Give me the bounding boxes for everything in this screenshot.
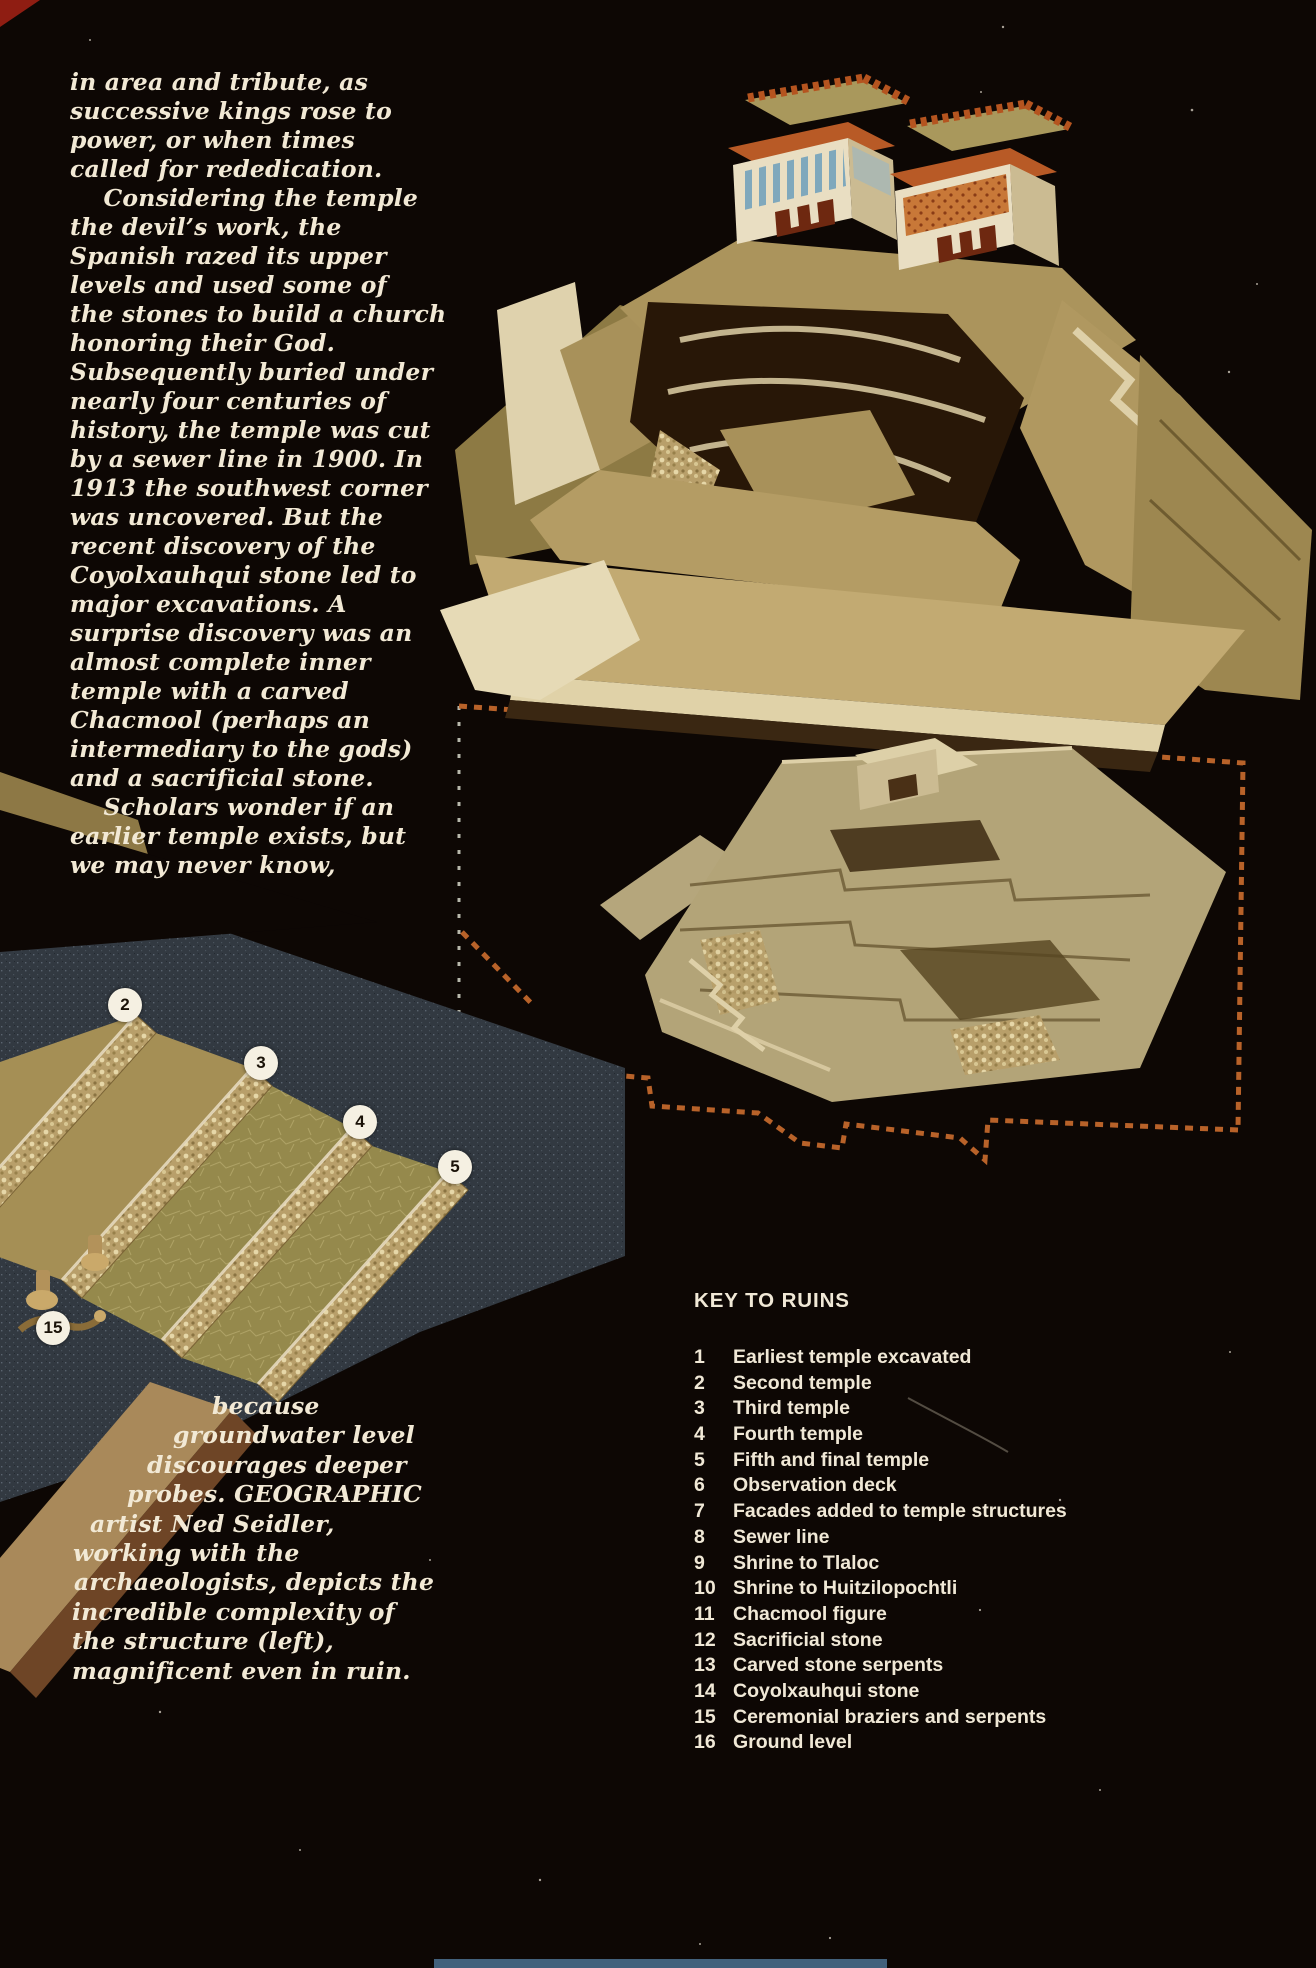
text-line: the structure (left), [72, 1627, 334, 1656]
key-item [694, 1525, 1114, 1551]
bottom-edge-strip [434, 1959, 887, 1968]
text-line: magnificent even in ruin. [72, 1656, 411, 1685]
text-line: probes. GEOGRAPHIC [127, 1480, 422, 1509]
text-line: 1913 the southwest corner [70, 474, 428, 502]
key-item-number: 14 [694, 1679, 716, 1702]
key-item-number: 5 [694, 1448, 705, 1471]
text-line: called for rededication. [70, 155, 383, 183]
key-item-number: 8 [694, 1525, 705, 1548]
key-item-list [694, 1345, 1114, 1756]
text-line: Considering the temple [70, 184, 418, 212]
key-item-label: Shrine to Huitzilopochtli [733, 1577, 958, 1600]
key-item-label: Coyolxauhqui stone [733, 1679, 920, 1702]
key-item-number: 1 [694, 1346, 705, 1368]
key-item-label: Sacrificial stone [733, 1628, 883, 1651]
text-line: Chacmool (perhaps an [70, 706, 370, 734]
key-item-label: Chacmool figure [733, 1602, 887, 1625]
text-line: because [212, 1392, 320, 1420]
key-to-ruins-panel [694, 1290, 1114, 1756]
key-item-label: Facades added to temple structures [733, 1500, 1067, 1523]
key-item [694, 1628, 1114, 1654]
key-item-number: 15 [694, 1705, 716, 1728]
key-item [694, 1499, 1114, 1525]
key-item-label: Second temple [733, 1371, 872, 1394]
text-line: recent discovery of the [70, 532, 376, 560]
ruin-marker-4: 4 [343, 1105, 377, 1139]
key-item-number: 6 [694, 1474, 705, 1497]
key-item-label: Carved stone serpents [733, 1654, 944, 1677]
key-item [694, 1576, 1114, 1602]
key-item-number: 2 [694, 1371, 705, 1394]
key-item-label: Third temple [733, 1397, 851, 1420]
key-item-label: Observation deck [733, 1474, 897, 1497]
key-item-label: Ground level [733, 1731, 853, 1754]
key-item-number: 3 [694, 1397, 705, 1420]
key-item [694, 1551, 1114, 1577]
key-item [694, 1602, 1114, 1628]
key-item-label: Earliest temple excavated [733, 1346, 972, 1368]
article-paragraph-2 [72, 1392, 435, 1686]
text-line: Coyolxauhqui stone led to [70, 561, 417, 589]
key-item-number: 16 [694, 1731, 716, 1754]
key-item [694, 1448, 1114, 1474]
text-line: and a sacrificial stone. [70, 764, 374, 792]
text-line: was uncovered. But the [70, 503, 384, 531]
key-item-label: Shrine to Tlaloc [733, 1551, 880, 1574]
key-title: KEY TO RUINS [694, 1289, 850, 1312]
text-line: Subsequently buried under [70, 358, 434, 386]
text-line: the stones to build a church [70, 300, 447, 328]
text-line: successive kings rose to [70, 97, 392, 125]
text-line: levels and used some of [70, 271, 387, 299]
key-item-label: Ceremonial braziers and serpents [733, 1705, 1047, 1728]
text-line: discourages deeper [147, 1450, 407, 1479]
text-line: intermediary to the gods) [70, 735, 413, 763]
text-line: nearly four centuries of [70, 387, 387, 415]
key-item [694, 1422, 1114, 1448]
text-line: earlier temple exists, but [70, 822, 407, 850]
shrine-tlaloc [728, 78, 908, 244]
text-line: almost complete inner [70, 648, 371, 676]
text-line: incredible complexity of [72, 1597, 395, 1626]
text-line: we may never know, [70, 851, 336, 879]
key-item-number: 10 [694, 1577, 716, 1600]
ruin-marker-15: 15 [36, 1311, 70, 1345]
text-line: groundwater level [173, 1421, 415, 1450]
key-item-label: Sewer line [733, 1525, 830, 1548]
key-item [694, 1730, 1114, 1756]
key-item [694, 1345, 1114, 1371]
article-paragraph-1 [70, 68, 447, 880]
key-item-label: Fourth temple [733, 1423, 863, 1446]
text-line: archaeologists, depicts the [74, 1568, 435, 1597]
text-line: temple with a carved [70, 677, 349, 705]
text-line: working with the [73, 1538, 300, 1567]
ruin-marker-3: 3 [244, 1046, 278, 1080]
key-item [694, 1473, 1114, 1499]
text-line: power, or when times [70, 126, 355, 154]
shrine-huitzilopochtli [890, 104, 1070, 270]
text-line: honoring their God. [70, 329, 336, 357]
key-item [694, 1679, 1114, 1705]
text-line: artist Ned Seidler, [90, 1509, 335, 1538]
key-item-number: 13 [694, 1654, 716, 1677]
text-line: Scholars wonder if an [70, 793, 395, 821]
ruin-marker-5: 5 [438, 1150, 472, 1184]
key-item-number: 9 [694, 1551, 705, 1574]
text-line: by a sewer line in 1900. In [70, 445, 424, 473]
key-item [694, 1653, 1114, 1679]
key-item-number: 12 [694, 1628, 716, 1651]
text-line: in area and tribute, as [70, 68, 368, 96]
key-item [694, 1371, 1114, 1397]
text-line: the devil’s work, the [70, 213, 342, 241]
key-item-label: Fifth and final temple [733, 1448, 930, 1471]
key-item-number: 11 [694, 1602, 715, 1625]
text-line: surprise discovery was an [70, 619, 413, 647]
key-item-number: 7 [694, 1500, 705, 1523]
key-item [694, 1705, 1114, 1731]
text-line: major excavations. A [70, 590, 347, 618]
key-item-number: 4 [694, 1423, 705, 1446]
text-line: Spanish razed its upper [70, 242, 387, 270]
key-item [694, 1396, 1114, 1422]
text-line: history, the temple was cut [70, 416, 431, 444]
ruin-marker-2: 2 [108, 988, 142, 1022]
